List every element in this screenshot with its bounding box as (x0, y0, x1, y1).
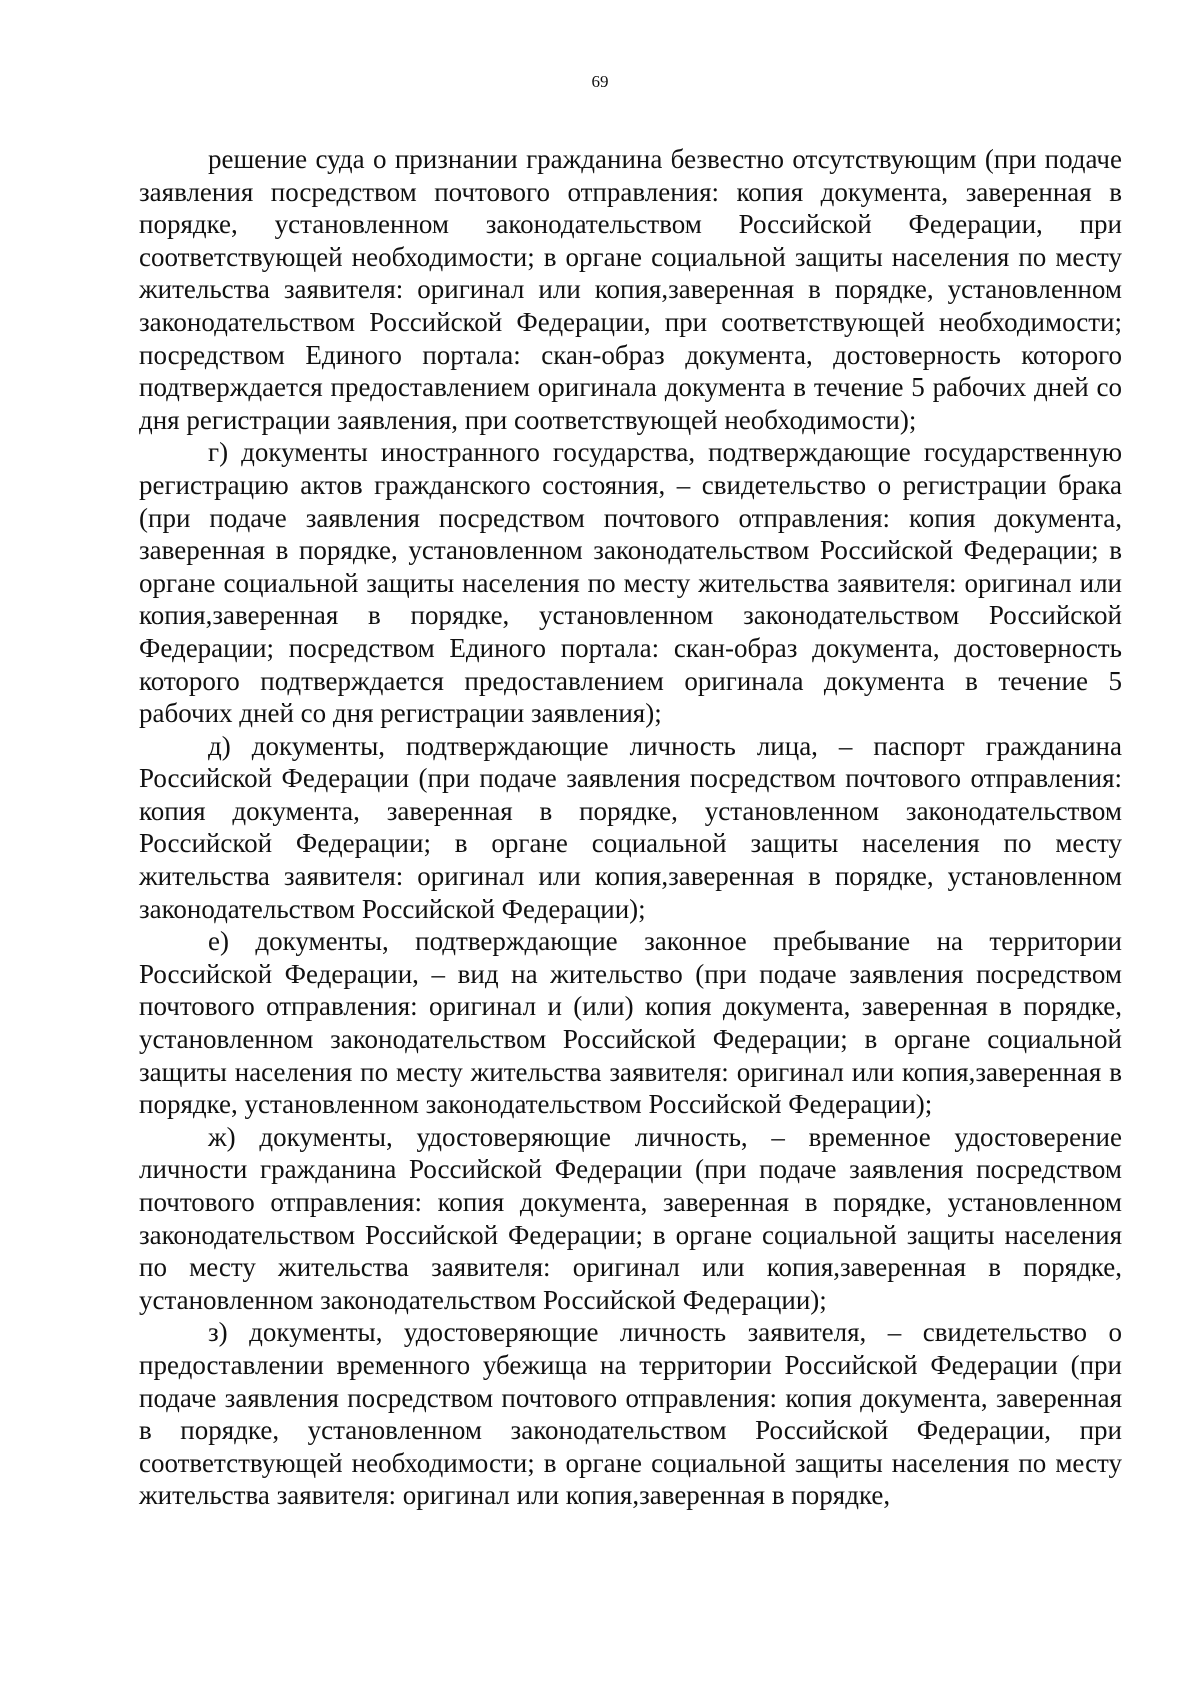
page-number: 69 (591, 72, 609, 91)
paragraph-item-zh: ж) документы, удостоверяющие личность, – временное удостоверение личности гражданина Российской Федерации (при подаче заявления посредством почтового отправления: копия документа, заверенная в порядке, установленном законодательством Российской Федерации; в органе социальной защиты населения по месту жительства заявителя: оригинал или копия,заверенная в порядке, установленном законодательством Российской Федерации); (139, 1121, 1122, 1315)
document-body (139, 143, 1122, 1512)
paragraph-court-decision: решение суда о признании гражданина безвестно отсутствующим (при подаче заявления посредством почтового отправления: копия документа, заверенная в порядке, установленном законодательством Российской Федерации, при соответствующей необходимости; в органе социальной защиты населения по месту жительства заявителя: оригинал или копия,заверенная в порядке, установленном законодательством Российской Федерации, при соответствующей необходимости; посредством Единого портала: скан-образ документа, достоверность которого подтверждается предоставлением оригинала документа в течение 5 рабочих дней со дня регистрации заявления, при соответствующей необходимости); (139, 144, 1122, 435)
paragraph-item-z: з) документы, удостоверяющие личность заявителя, – свидетельство о предоставлении временного убежища на территории Российской Федерации (при подаче заявления посредством почтового отправления: копия документа, заверенная в порядке, установленном законодательством Российской Федерации, при соответствующей необходимости; в органе социальной защиты населения по месту жительства заявителя: оригинал или копия,заверенная в порядке, (139, 1317, 1122, 1511)
paragraph-item-d: д) документы, подтверждающие личность лица, – паспорт гражданина Российской Федерации (при подаче заявления посредством почтового отправления: копия документа, заверенная в порядке, установленном законодательством Российской Федерации; в органе социальной защиты населения по месту жительства заявителя: оригинал или копия,заверенная в порядке, установленном законодательством Российской Федерации); (139, 730, 1122, 924)
paragraph-item-g: г) документы иностранного государства, подтверждающие государственную регистрацию актов гражданского состояния, – свидетельство о регистрации брака (при подаче заявления посредством почтового отправления: копия документа, заверенная в порядке, установленном законодательством Российской Федерации; в органе социальной защиты населения по месту жительства заявителя: оригинал или копия,заверенная в порядке, установленном законодательством Российской Федерации; посредством Единого портала: скан-образ документа, достоверность которого подтверждается предоставлением оригинала документа в течение 5 рабочих дней со дня регистрации заявления); (139, 437, 1122, 729)
paragraph-item-e: е) документы, подтверждающие законное пребывание на территории Российской Федерации, – вид на жительство (при подаче заявления посредством почтового отправления: оригинал и (или) копия документа, заверенная в порядке, установленном законодательством Российской Федерации; в органе социальной защиты населения по месту жительства заявителя: оригинал или копия,заверенная в порядке, установленном законодательством Российской Федерации); (139, 926, 1122, 1120)
